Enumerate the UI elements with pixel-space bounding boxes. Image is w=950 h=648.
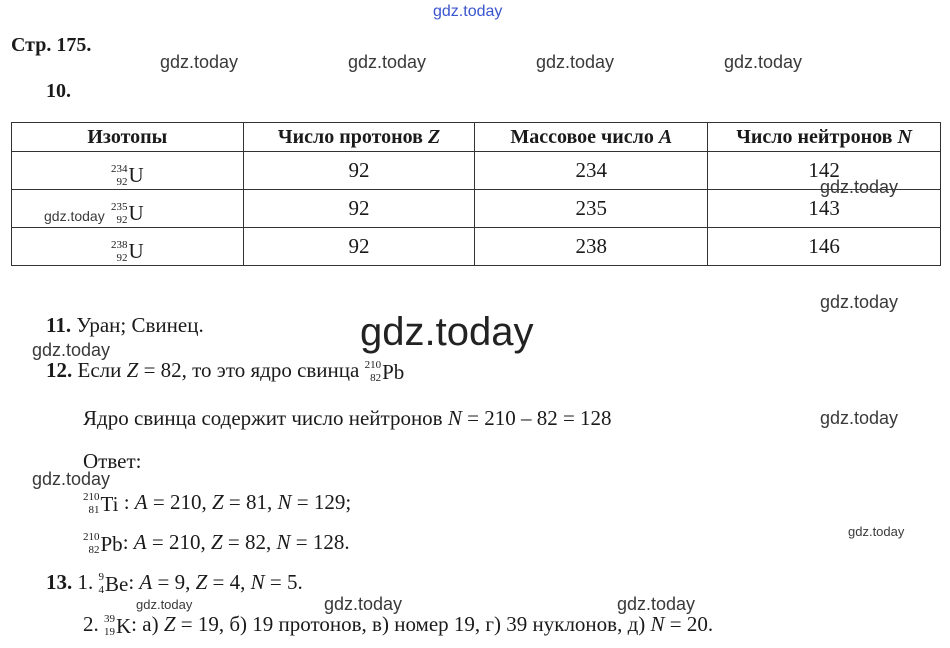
header-isotopes: Изотопы bbox=[12, 123, 244, 152]
page-title: Стр. 175. bbox=[11, 34, 92, 56]
watermark-large: gdz.today bbox=[360, 310, 534, 354]
neutrons-cell: 142 bbox=[708, 152, 941, 190]
header-protons: Число протонов Z bbox=[243, 123, 475, 152]
isotope-cell: 235 92 U bbox=[12, 190, 244, 228]
watermark: gdz.today bbox=[820, 408, 899, 428]
mass-cell: 235 bbox=[475, 190, 708, 228]
watermark: gdz.today bbox=[724, 52, 803, 72]
answer-pb: 210 82 Pb : A = 210, Z = 82, N = 128. bbox=[83, 530, 350, 557]
table-row bbox=[12, 190, 941, 228]
watermark: gdz.today bbox=[536, 52, 615, 72]
task-11: 11. Уран; Свинец. bbox=[46, 313, 204, 337]
isotope-cell: 234 92 U bbox=[12, 152, 244, 190]
header-mass: Массовое число A bbox=[475, 123, 708, 152]
task-10-label: 10. bbox=[46, 80, 71, 102]
isotope-table bbox=[11, 122, 941, 266]
protons-cell: 92 bbox=[243, 228, 475, 266]
table-row bbox=[12, 228, 941, 266]
answer-label: Ответ: bbox=[83, 449, 142, 473]
task-13-item1: 13. 1. 9 4 Be : A = 9, Z = 4, N = 5. bbox=[46, 570, 303, 597]
watermark: gdz.today bbox=[820, 177, 899, 197]
watermark: gdz.today bbox=[617, 594, 696, 614]
watermark: gdz.today bbox=[160, 52, 239, 72]
watermark: gdz.today bbox=[348, 52, 427, 72]
answer-ti: 210 81 Ti : A = 210, Z = 81, N = 129; bbox=[83, 490, 352, 517]
table-header-row bbox=[12, 123, 941, 152]
neutrons-cell: 143 bbox=[708, 190, 941, 228]
task-12-line2: Ядро свинца содержит число нейтронов N = 210 – 82 = 128 bbox=[83, 406, 612, 430]
header-neutrons: Число нейтронов N bbox=[708, 123, 941, 152]
watermark: gdz.today bbox=[32, 340, 111, 360]
neutrons-cell: 146 bbox=[708, 228, 941, 266]
task-13-item2: 2. 39 19 K : а) Z = 19, б) 19 протонов, в) номер 19, г) 39 нуклонов, д) N = 20. bbox=[83, 612, 714, 639]
task-12-line1: 12. Если Z = 82, то это ядро свинца 210 82 Pb bbox=[46, 358, 405, 385]
watermark: gdz.today bbox=[44, 208, 105, 224]
watermark: gdz.today bbox=[848, 524, 905, 539]
table-row bbox=[12, 152, 941, 190]
protons-cell: 92 bbox=[243, 152, 475, 190]
watermark-top: gdz.today bbox=[433, 3, 503, 20]
watermark: gdz.today bbox=[136, 597, 193, 612]
mass-cell: 234 bbox=[475, 152, 708, 190]
isotope-cell: 238 92 U bbox=[12, 228, 244, 266]
watermark: gdz.today bbox=[820, 292, 899, 312]
protons-cell: 92 bbox=[243, 190, 475, 228]
watermark: gdz.today bbox=[324, 594, 403, 614]
mass-cell: 238 bbox=[475, 228, 708, 266]
watermark: gdz.today bbox=[32, 469, 111, 489]
